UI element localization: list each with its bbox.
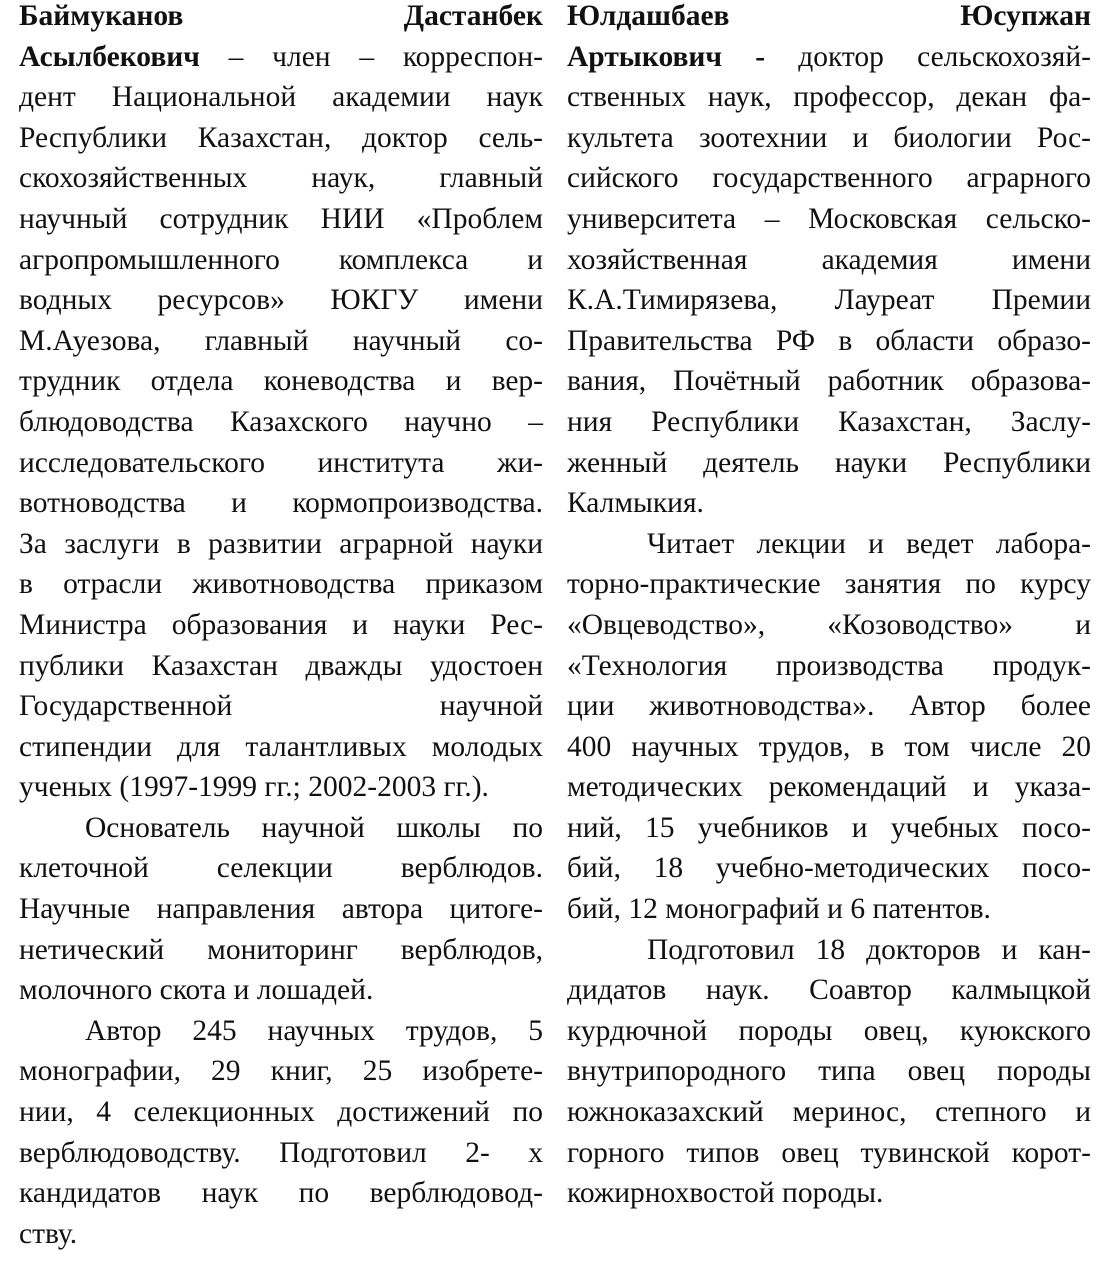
right-line-25: внутрипородного типа овец породы (567, 1055, 1091, 1088)
right-line-17: 400 научных трудов, в том числе 20 (567, 730, 1091, 763)
right-biography-column (567, 0, 1091, 1214)
right-line-15: «Технология производства продук- (567, 649, 1091, 682)
left-name-line-2 (19, 37, 543, 78)
right-line-4: университета – Московская сельско- (567, 202, 1091, 235)
left-line-13: в отрасли животноводства приказом (19, 568, 543, 601)
right-name-line-2 (567, 37, 1091, 78)
left-name-line-1 (19, 0, 543, 37)
right-line-11: Калмыкия. (567, 487, 704, 520)
left-line-14: Министра образования и науки Рес- (19, 608, 543, 641)
left-line-3: скохозяйственных наук, главный (19, 162, 543, 195)
left-line-28: кандидатов наук по верблюдовод- (19, 1177, 543, 1210)
right-paragraph-3-line-1: Подготовил 18 докторов и кан- (647, 933, 1091, 966)
left-line-27: верблюдоводству. Подготовил 2- х (19, 1136, 543, 1169)
left-line-0: – член – корреспон- (199, 40, 543, 73)
left-line-21: Научные направления автора цитоге- (19, 893, 543, 926)
left-biography-column (19, 0, 543, 1254)
left-line-11: вотноводства и кормопроизводства. (19, 487, 543, 520)
left-line-17: стипендии для талантливых молодых (19, 730, 543, 763)
left-line-12: За заслуги в развитии аграрной науки (19, 527, 543, 560)
left-line-4: научный сотрудник НИИ «Проблем (19, 202, 543, 235)
left-line-5: агропромышленного комплекса и (19, 243, 543, 276)
right-patronymic: Артыкович - (567, 40, 766, 73)
right-line-19: ний, 15 учебников и учебных посо- (567, 811, 1091, 844)
left-line-26: нии, 4 селекционных достижений по (19, 1096, 543, 1129)
left-line-20: клеточной селекции верблюдов. (19, 852, 543, 885)
left-line-25: монографии, 29 книг, 25 изобрете- (19, 1055, 543, 1088)
right-line-9: ния Республики Казахстан, Заслу- (567, 405, 1091, 438)
right-line-26: южноказахский меринос, степного и (567, 1096, 1091, 1129)
right-line-0: доктор сельскохозяй- (765, 40, 1091, 73)
right-line-16: ции животноводства». Автор более (567, 690, 1091, 723)
right-line-24: курдючной породы овец, куюкского (567, 1014, 1091, 1047)
right-line-6: К.А.Тимирязева, Лауреат Премии (567, 284, 1091, 317)
left-line-29: ству. (19, 1217, 78, 1250)
right-line-7: Правительства РФ в области образо- (567, 324, 1091, 357)
right-line-21: бий, 12 монографий и 6 патентов. (567, 893, 991, 926)
right-line-18: методических рекомендаций и указа- (567, 771, 1091, 804)
left-line-8: трудник отдела коневодства и вер- (19, 365, 543, 398)
right-line-10: женный деятель науки Республики (567, 446, 1091, 479)
left-line-6: водных ресурсов» ЮКГУ имени (19, 284, 543, 317)
left-patronymic: Асылбекович (19, 40, 200, 73)
left-line-18: ученых (1997-1999 гг.; 2002-2003 гг.). (19, 771, 489, 804)
left-line-10: исследовательского института жи- (19, 446, 543, 479)
left-given-name: Дастанбек (403, 0, 543, 32)
right-line-2: культета зоотехнии и биологии Рос- (567, 121, 1091, 154)
right-line-5: хозяйственная академия имени (567, 243, 1091, 276)
right-line-3: сийского государственного аграрного (567, 162, 1091, 195)
left-paragraph-3-line-1: Автор 245 научных трудов, 5 (85, 1014, 543, 1047)
left-surname: Баймуканов (19, 0, 184, 32)
right-name-line-1 (567, 0, 1091, 37)
right-line-13: торно-практические занятия по курсу (567, 568, 1091, 601)
right-paragraph-2-line-1: Читает лекции и ведет лабора- (647, 527, 1091, 560)
left-line-23: молочного скота и лошадей. (19, 974, 374, 1007)
left-line-7: М.Ауезова, главный научный со- (19, 324, 543, 357)
right-line-14: «Овцеводство», «Козоводство» и (567, 608, 1091, 641)
left-line-9: блюдоводства Казахского научно – (19, 405, 543, 438)
right-line-1: ственных наук, профессор, декан фа- (567, 81, 1091, 114)
left-paragraph-2-line-1: Основатель научной школы по (85, 811, 543, 844)
right-line-8: вания, Почётный работник образова- (567, 365, 1091, 398)
left-line-22: нетический мониторинг верблюдов, (19, 933, 543, 966)
right-line-23: дидатов наук. Соавтор калмыцкой (567, 974, 1091, 1007)
right-line-28: кожирнохвостой породы. (567, 1177, 884, 1210)
right-given-name: Юсупжан (960, 0, 1091, 32)
right-line-20: бий, 18 учебно-методических посо- (567, 852, 1091, 885)
right-surname: Юлдашбаев (567, 0, 730, 32)
right-line-27: горного типов овец тувинской корот- (567, 1136, 1091, 1169)
left-line-1: дент Национальной академии наук (19, 81, 543, 114)
left-line-2: Республики Казахстан, доктор сель- (19, 121, 543, 154)
left-line-16: Государственной научной (19, 690, 543, 723)
left-line-15: публики Казахстан дважды удостоен (19, 649, 543, 682)
